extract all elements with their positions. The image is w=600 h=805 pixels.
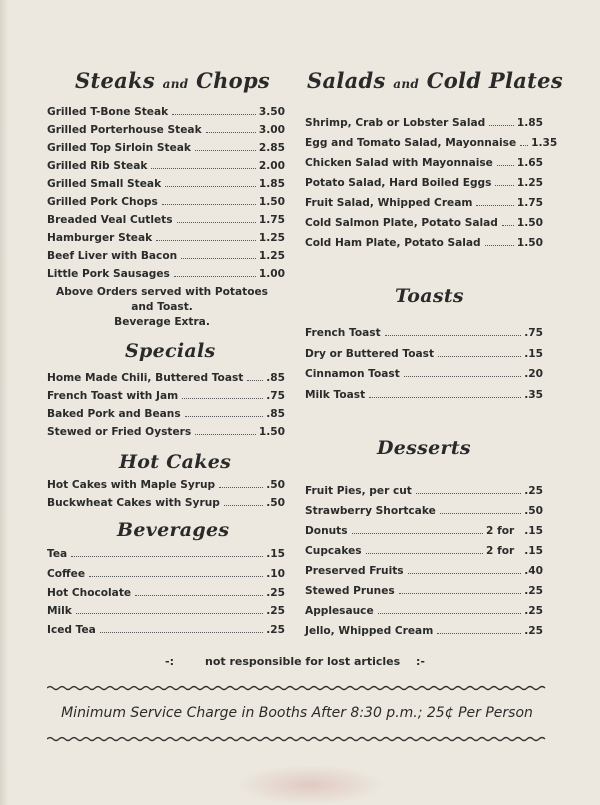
dot-leader bbox=[416, 493, 521, 494]
menu-item bbox=[47, 566, 285, 580]
chops-heading-word: Chops bbox=[196, 68, 271, 93]
menu-item bbox=[305, 603, 543, 617]
item-name: Applesauce bbox=[305, 605, 374, 617]
item-price: 1.50 bbox=[258, 196, 285, 208]
menu-item bbox=[47, 104, 285, 118]
item-price: .25 bbox=[266, 587, 285, 599]
menu-item bbox=[47, 477, 285, 491]
menu-item bbox=[47, 622, 285, 636]
dot-leader bbox=[489, 125, 514, 126]
item-name: Baked Pork and Beans bbox=[47, 408, 181, 420]
item-price: 1.25 bbox=[258, 232, 285, 244]
toasts-heading: Toasts bbox=[395, 285, 464, 307]
item-price: 1.65 bbox=[516, 157, 543, 169]
item-price: .20 bbox=[524, 368, 543, 380]
notice-text: not responsible for lost articles bbox=[205, 655, 401, 668]
menu-item bbox=[47, 424, 285, 438]
item-price: .15 bbox=[266, 548, 285, 560]
menu-item bbox=[305, 387, 543, 401]
dot-leader bbox=[76, 613, 263, 614]
item-name: Grilled Top Sirloin Steak bbox=[47, 142, 191, 154]
item-price: 3.00 bbox=[258, 124, 285, 136]
dot-leader bbox=[162, 204, 256, 205]
item-price: .25 bbox=[524, 485, 543, 497]
item-price: 1.75 bbox=[258, 214, 285, 226]
item-name: Cinnamon Toast bbox=[305, 368, 400, 380]
menu-item bbox=[305, 346, 543, 360]
dot-leader bbox=[135, 595, 263, 596]
steaks-note-line: Beverage Extra. bbox=[114, 316, 210, 328]
wavy-divider-top bbox=[47, 684, 547, 692]
menu-item bbox=[47, 158, 285, 172]
dot-leader bbox=[195, 150, 256, 151]
dot-leader bbox=[219, 487, 263, 488]
item-name: Milk Toast bbox=[305, 389, 366, 401]
dot-leader bbox=[366, 553, 483, 554]
item-name: French Toast with Jam bbox=[47, 390, 179, 402]
item-name: Shrimp, Crab or Lobster Salad bbox=[305, 117, 486, 129]
item-price: .25 bbox=[266, 605, 285, 617]
dot-leader bbox=[408, 573, 522, 574]
dot-leader bbox=[485, 245, 514, 246]
dot-leader bbox=[438, 356, 521, 357]
dot-leader bbox=[520, 145, 528, 146]
item-name: Milk bbox=[47, 605, 72, 617]
item-price: .35 bbox=[524, 389, 543, 401]
dot-leader bbox=[378, 613, 522, 614]
stain-mark bbox=[235, 765, 385, 805]
page-edge-shadow bbox=[0, 0, 8, 805]
item-price: 3.50 bbox=[258, 106, 285, 118]
dot-leader bbox=[89, 576, 263, 577]
item-name: Chicken Salad with Mayonnaise bbox=[305, 157, 493, 169]
menu-item bbox=[47, 248, 285, 262]
item-quantity: 2 for bbox=[486, 545, 515, 557]
menu-item bbox=[305, 623, 543, 637]
dot-leader bbox=[497, 165, 514, 166]
steaks-note-line: Above Orders served with Potatoes bbox=[56, 286, 268, 298]
item-price: .15 bbox=[524, 545, 543, 557]
item-price: 1.50 bbox=[516, 217, 543, 229]
menu-item bbox=[305, 175, 543, 189]
menu-item bbox=[305, 195, 543, 209]
item-name: Home Made Chili, Buttered Toast bbox=[47, 372, 244, 384]
item-price: .75 bbox=[266, 390, 285, 402]
item-name: Preserved Fruits bbox=[305, 565, 404, 577]
menu-item bbox=[305, 325, 543, 339]
item-name: Iced Tea bbox=[47, 624, 96, 636]
menu-item bbox=[47, 230, 285, 244]
menu-item bbox=[47, 388, 285, 402]
dot-leader bbox=[440, 513, 521, 514]
item-name: Fruit Salad, Whipped Cream bbox=[305, 197, 473, 209]
item-price: 2.85 bbox=[258, 142, 285, 154]
item-name: Jello, Whipped Cream bbox=[305, 625, 434, 637]
dot-leader bbox=[206, 132, 256, 133]
item-price: 1.00 bbox=[258, 268, 285, 280]
item-price: .25 bbox=[524, 625, 543, 637]
item-price: .85 bbox=[266, 372, 285, 384]
item-price: .25 bbox=[524, 585, 543, 597]
menu-item bbox=[305, 115, 543, 129]
beverages-heading: Beverages bbox=[117, 519, 230, 541]
menu-item bbox=[305, 366, 543, 380]
item-name: Hot Chocolate bbox=[47, 587, 132, 599]
item-name: Stewed Prunes bbox=[305, 585, 395, 597]
specials-heading: Specials bbox=[125, 340, 216, 362]
dot-leader bbox=[224, 505, 263, 506]
dot-leader bbox=[476, 205, 513, 206]
dot-leader bbox=[247, 380, 263, 381]
dot-leader bbox=[185, 416, 264, 417]
item-price: .40 bbox=[524, 565, 543, 577]
item-price: .25 bbox=[524, 605, 543, 617]
salads-heading-word: Salads bbox=[307, 68, 386, 93]
desserts-heading: Desserts bbox=[377, 437, 471, 459]
menu-item bbox=[47, 585, 285, 599]
menu-item bbox=[47, 406, 285, 420]
item-price: 1.25 bbox=[516, 177, 543, 189]
item-name: Grilled Small Steak bbox=[47, 178, 162, 190]
menu-item bbox=[305, 503, 543, 517]
item-name: Grilled Porterhouse Steak bbox=[47, 124, 202, 136]
menu-item bbox=[47, 546, 285, 560]
menu-item bbox=[47, 122, 285, 136]
dot-leader bbox=[177, 222, 256, 223]
dot-leader bbox=[174, 276, 256, 277]
item-name: Dry or Buttered Toast bbox=[305, 348, 435, 360]
item-name: Strawberry Shortcake bbox=[305, 505, 436, 517]
item-name: Cold Salmon Plate, Potato Salad bbox=[305, 217, 498, 229]
item-name: Cupcakes bbox=[305, 545, 362, 557]
item-price: 1.25 bbox=[258, 250, 285, 262]
item-name: Grilled T-Bone Steak bbox=[47, 106, 169, 118]
service-charge-text: Minimum Service Charge in Booths After 8:30 p.m.; 25¢ Per Person bbox=[61, 705, 533, 721]
item-name: Fruit Pies, per cut bbox=[305, 485, 412, 497]
dot-leader bbox=[404, 376, 521, 377]
menu-item bbox=[305, 563, 543, 577]
dot-leader bbox=[71, 556, 263, 557]
salads-and-cold-plates-heading bbox=[307, 68, 563, 93]
item-name: Buckwheat Cakes with Syrup bbox=[47, 497, 220, 509]
menu-item bbox=[305, 523, 543, 537]
dot-leader bbox=[181, 258, 256, 259]
item-name: Grilled Rib Steak bbox=[47, 160, 148, 172]
menu-item bbox=[305, 155, 543, 169]
item-price: .15 bbox=[524, 348, 543, 360]
item-name: Donuts bbox=[305, 525, 348, 537]
dot-leader bbox=[165, 186, 256, 187]
item-name: French Toast bbox=[305, 327, 381, 339]
dot-leader bbox=[195, 434, 256, 435]
dot-leader bbox=[502, 225, 514, 226]
menu-item bbox=[305, 483, 543, 497]
item-price: .50 bbox=[524, 505, 543, 517]
item-name: Little Pork Sausages bbox=[47, 268, 170, 280]
item-price: 1.75 bbox=[516, 197, 543, 209]
notice-mark-right: :- bbox=[416, 655, 425, 668]
dot-leader bbox=[172, 114, 256, 115]
item-price: 1.85 bbox=[516, 117, 543, 129]
menu-item bbox=[47, 176, 285, 190]
steaks-heading-word: Steaks bbox=[75, 68, 156, 93]
menu-item bbox=[47, 212, 285, 226]
hot-cakes-heading: Hot Cakes bbox=[119, 451, 232, 473]
item-price: .25 bbox=[266, 624, 285, 636]
item-price: .15 bbox=[524, 525, 543, 537]
dot-leader bbox=[352, 533, 484, 534]
menu-item bbox=[47, 140, 285, 154]
item-name: Egg and Tomato Salad, Mayonnaise bbox=[305, 137, 517, 149]
steaks-note-line: and Toast. bbox=[131, 301, 193, 313]
item-price: 1.85 bbox=[258, 178, 285, 190]
item-price: 1.50 bbox=[258, 426, 285, 438]
menu-item bbox=[47, 603, 285, 617]
dot-leader bbox=[151, 168, 255, 169]
dot-leader bbox=[100, 632, 263, 633]
dot-leader bbox=[399, 593, 522, 594]
item-price: .85 bbox=[266, 408, 285, 420]
item-price: 1.35 bbox=[531, 137, 558, 149]
item-name: Potato Salad, Hard Boiled Eggs bbox=[305, 177, 492, 189]
item-price: .10 bbox=[266, 568, 285, 580]
menu-item bbox=[305, 583, 543, 597]
steaks-heading-and: and bbox=[162, 77, 189, 91]
item-name: Stewed or Fried Oysters bbox=[47, 426, 192, 438]
item-name: Tea bbox=[47, 548, 68, 560]
dot-leader bbox=[385, 335, 522, 336]
item-price: .75 bbox=[524, 327, 543, 339]
menu-item bbox=[47, 495, 285, 509]
salads-heading-and: and bbox=[393, 77, 420, 91]
wavy-divider-bottom bbox=[47, 735, 547, 743]
dot-leader bbox=[369, 397, 521, 398]
menu-item bbox=[47, 194, 285, 208]
menu-item bbox=[47, 370, 285, 384]
dot-leader bbox=[495, 185, 513, 186]
cold-plates-heading-word: Cold Plates bbox=[426, 68, 563, 93]
notice-mark-left: -: bbox=[165, 655, 174, 668]
item-name: Hamburger Steak bbox=[47, 232, 153, 244]
menu-item bbox=[47, 266, 285, 280]
item-name: Grilled Pork Chops bbox=[47, 196, 158, 208]
dot-leader bbox=[182, 398, 263, 399]
menu-item bbox=[305, 543, 543, 557]
menu-item bbox=[305, 135, 558, 149]
item-price: .50 bbox=[266, 497, 285, 509]
menu-item bbox=[305, 235, 543, 249]
item-price: .50 bbox=[266, 479, 285, 491]
item-name: Beef Liver with Bacon bbox=[47, 250, 178, 262]
item-name: Hot Cakes with Maple Syrup bbox=[47, 479, 216, 491]
item-price: 2.00 bbox=[258, 160, 285, 172]
menu-item bbox=[305, 215, 543, 229]
steaks-note bbox=[47, 285, 277, 330]
item-name: Cold Ham Plate, Potato Salad bbox=[305, 237, 481, 249]
steaks-and-chops-heading bbox=[75, 68, 270, 93]
item-price: 1.50 bbox=[516, 237, 543, 249]
item-quantity: 2 for bbox=[486, 525, 515, 537]
item-name: Breaded Veal Cutlets bbox=[47, 214, 173, 226]
item-name: Coffee bbox=[47, 568, 86, 580]
dot-leader bbox=[437, 633, 521, 634]
dot-leader bbox=[156, 240, 256, 241]
